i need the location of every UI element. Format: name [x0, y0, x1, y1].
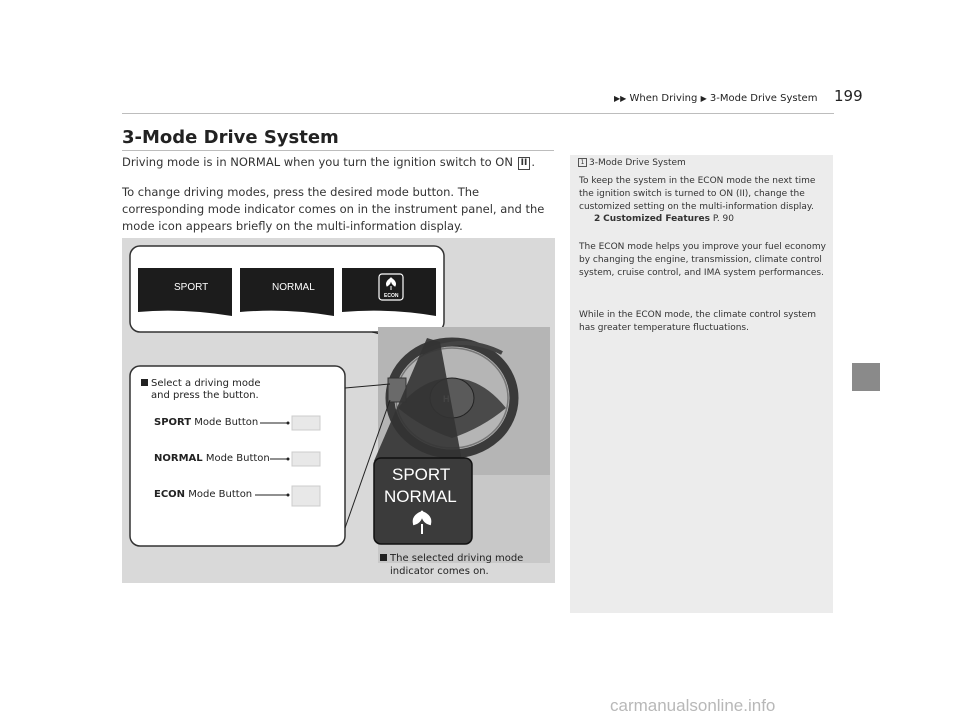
callout-heading-line2: and press the button. [151, 390, 259, 401]
note-paragraph: The ECON mode helps you improve your fuel economy by changing the engine, transmission, climate control system, cruise control, and IMA system performances. [579, 242, 826, 278]
body-paragraph: To change driving modes, press the desired mode button. The corresponding mode indicator comes on in the instrument panel, and the mode icon appears briefly on the multi-information display. [122, 185, 545, 233]
breadcrumb-arrow-icon: ▶ [700, 94, 707, 103]
title-divider [122, 150, 554, 151]
header-divider [122, 113, 834, 114]
cross-reference-link[interactable]: 2 Customized Features P. 90 [594, 214, 735, 224]
breadcrumb-item[interactable]: When Driving [629, 93, 698, 104]
body-paragraph [122, 154, 554, 171]
econ-display-screen [342, 268, 436, 316]
page-number: 199 [834, 87, 863, 105]
note-paragraph: While in the ECON mode, the climate control system has greater temperature fluctuations. [579, 310, 816, 333]
normal-mode-button-label: NORMAL Mode Button [154, 453, 270, 464]
econ-mode-button-label: ECON Mode Button [154, 489, 253, 500]
section-tab-marker[interactable] [852, 363, 880, 391]
page-title: 3-Mode Drive System [122, 127, 339, 148]
indicator-normal-text: NORMAL [384, 487, 457, 506]
note-paragraph: To keep the system in the ECON mode the next time the ignition switch is turned to ON (II), change the customized setting on the multi-information display. [579, 176, 816, 212]
square-bullet-icon [141, 379, 148, 386]
normal-display-text: NORMAL [272, 282, 315, 293]
sport-display-text: SPORT [174, 282, 209, 293]
square-bullet-icon [380, 554, 387, 561]
breadcrumb-arrow-icon: ▶▶ [614, 94, 627, 103]
indicator-caption: The selected driving mode [380, 553, 523, 564]
indicator-caption-line2: indicator comes on. [390, 566, 489, 577]
econ-display-text: ECON [384, 293, 399, 299]
indicator-sport-text: SPORT [392, 465, 451, 484]
note-ref-icon: 1 [578, 158, 587, 167]
reference-arrow-icon: 2 [594, 214, 601, 224]
sport-mode-button-label: SPORT Mode Button [154, 417, 259, 428]
callout-heading: Select a driving mode [141, 378, 261, 389]
watermark: carmanualsonline.info [610, 696, 776, 715]
body-text: . [531, 155, 535, 169]
dashboard-illustration [122, 238, 555, 583]
breadcrumb [614, 93, 817, 104]
note-heading: 1 3-Mode Drive System [578, 158, 686, 168]
breadcrumb-item[interactable]: 3-Mode Drive System [709, 93, 818, 104]
econ-button-thumb [292, 486, 320, 506]
ignition-key-symbol: II [518, 157, 531, 170]
body-text: Driving mode is in NORMAL when you turn the ignition switch to ON [122, 155, 517, 169]
